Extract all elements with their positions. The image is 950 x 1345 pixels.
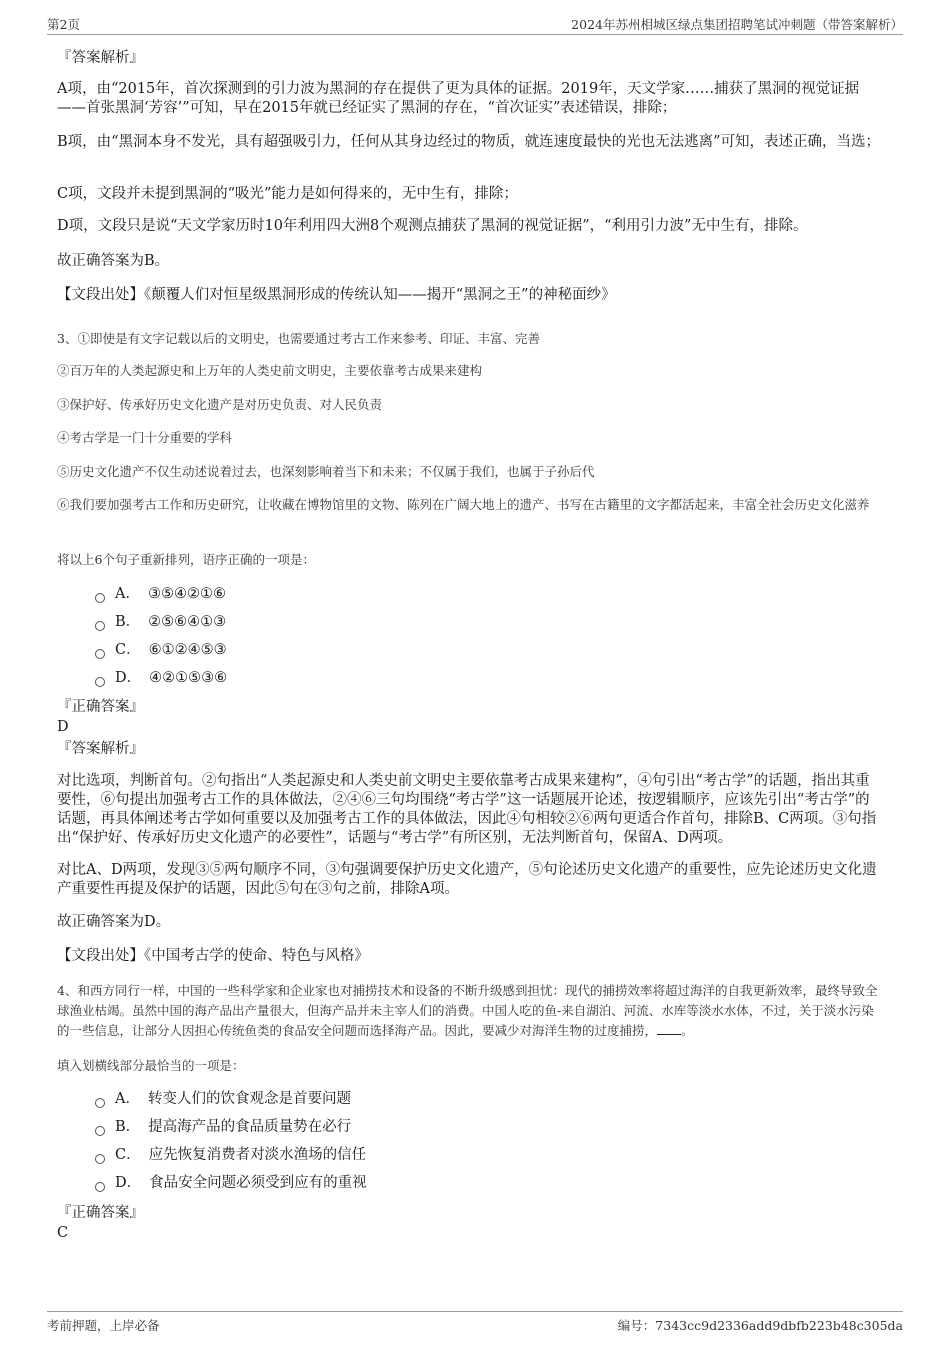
footer-slogan: 考前押题，上岸必备 (47, 1318, 160, 1333)
q4-option-b[interactable]: B． 提高海产品的食品质量势在必行 (95, 1118, 351, 1137)
radio-icon[interactable] (95, 677, 105, 687)
radio-icon[interactable] (95, 1098, 105, 1108)
q4-answer-heading: 『正确答案』 (57, 1205, 144, 1221)
page-number: 第2页 (47, 17, 80, 32)
q3-analysis-heading: 『答案解析』 (57, 741, 144, 757)
q3-source: 【文段出处】《中国考古学的使命、特色与风格》 (57, 948, 369, 964)
q4-option-c[interactable]: C． 应先恢复消费者对淡水渔场的信任 (95, 1146, 366, 1165)
page-footer (47, 1311, 903, 1336)
q4-prompt: 填入划横线部分最恰当的一项是： (57, 1058, 245, 1073)
q3-option-d[interactable]: D． ④②①⑤③⑥ (95, 669, 227, 688)
q3-analysis-para-2: 对比A、D两项，发现③⑤两句顺序不同，③句强调要保护历史文化遗产，⑤句论述历史文化遗产的重要性，应先论述历史文化遗产重要性再提及保护的话题，因此⑤句在③句之前，排除A项。 (57, 862, 877, 897)
q3-option-c[interactable]: C． ⑥①②④⑤③ (95, 641, 227, 660)
q4-answer: C (57, 1225, 69, 1241)
q3-sentence-2: ②百万年的人类起源史和上万年的人类史前文明史，主要依靠考古成果来建构 (57, 363, 483, 378)
q3-sentence-5: ⑤历史文化遗产不仅生动述说着过去，也深刻影响着当下和未来；不仅属于我们，也属于子孙后代 (57, 464, 595, 479)
document-title: 2024年苏州相城区绿点集团招聘笔试冲刺题（带答案解析） (571, 17, 903, 32)
q3-answer-heading: 『正确答案』 (57, 699, 144, 715)
q2-analysis-b: B项，由“黑洞本身不发光，具有超强吸引力，任何从其身边经过的物质，就连速度最快的光也无法逃离”可知，表述正确，当选； (57, 134, 880, 150)
q3-answer: D (57, 719, 69, 735)
q2-analysis-a: A项，由“2015年，首次探测到的引力波为黑洞的存在提供了更为具体的证据。2019年，天文学家……捕获了黑洞的视觉证据——首张黑洞‘芳容’”可知，早在2015年就已经证实了黑洞的存在，“首次证实”表述错误，排除； (57, 81, 860, 116)
radio-icon[interactable] (95, 1126, 105, 1136)
document-id: 编号：7343cc9d2336add9dbfb223b48c305da (617, 1318, 903, 1333)
q3-analysis-para-1: 对比选项，判断首句。②句指出“人类起源史和人类史前文明史主要依靠考古成果来建构”，④句引出“考古学”的话题，指出其重要性，⑥句提出加强考古工作的具体做法，②④⑥三句均围绕“考古学”这一话题展开论述，按逻辑顺序，应该先引出“考古学”的话题，再具体阐述考古学如何重要以及加强考古工作的具体做法，因此④句相较②⑥两句更适合作首句，排除B、C两项。③句指出“保护好、传承好历史文化遗产的必要性”，话题与“考古学”有所区别，无法判断首句，保留A、D两项。 (57, 773, 877, 846)
q3-sentence-6: ⑥我们要加强考古工作和历史研究，让收藏在博物馆里的文物、陈列在广阔大地上的遗产、书写在古籍里的文字都活起来，丰富全社会历史文化滋养 (57, 497, 870, 512)
radio-icon[interactable] (95, 1154, 105, 1164)
q4-option-a[interactable]: A． 转变人们的饮食观念是首要问题 (95, 1090, 351, 1109)
q3-sentence-3: ③保护好、传承好历史文化遗产是对历史负责、对人民负责 (57, 397, 383, 412)
q3-sentence-4: ④考古学是一门十分重要的学科 (57, 430, 233, 445)
radio-icon[interactable] (95, 593, 105, 603)
q2-analysis-heading: 『答案解析』 (57, 50, 144, 66)
q2-analysis-d: D项，文段只是说“天文学家历时10年利用四大洲8个观测点捕获了黑洞的视觉证据”，“利用引力波”无中生有，排除。 (57, 218, 808, 234)
radio-icon[interactable] (95, 1182, 105, 1192)
q3-conclusion: 故正确答案为D。 (57, 914, 171, 930)
q3-option-a[interactable]: A． ③⑤④②①⑥ (95, 585, 226, 604)
answer-blank (657, 1022, 681, 1035)
q3-prompt: 将以上6个句子重新排列，语序正确的一项是： (57, 552, 315, 567)
q4-stem: 4、和西方同行一样，中国的一些科学家和企业家也对捕捞技术和设备的不断升级感到担忧：现代的捕捞效率将超过海洋的自我更新效率，最终导致全球渔业枯竭。虽然中国的海产品出产量很大，但海产品并未主宰人们的消费。中国人吃的鱼-来自湖泊、河流、水库等淡水水体，不过，关于淡水污染的一些信息，让部分人因担心传统鱼类的食品安全问题而选择海产品。因此，要减少对海洋生物的过度捕捞， 。 (57, 983, 878, 1038)
q2-source: 【文段出处】《颠覆人们对恒星级黑洞形成的传统认知——揭开“黑洞之王”的神秘面纱》 (57, 287, 616, 303)
q3-sentence-1: 3、①即使是有文字记载以后的文明史，也需要通过考古工作来参考、印证、丰富、完善 (57, 331, 540, 346)
q3-option-b[interactable]: B． ②⑤⑥④①③ (95, 613, 226, 632)
q2-analysis-c: C项，文段并未提到黑洞的“吸光”能力是如何得来的，无中生有，排除； (57, 186, 518, 202)
q2-conclusion: 故正确答案为B。 (57, 253, 170, 269)
radio-icon[interactable] (95, 621, 105, 631)
page-header (47, 12, 903, 35)
q4-option-d[interactable]: D． 食品安全问题必须受到应有的重视 (95, 1174, 367, 1193)
radio-icon[interactable] (95, 649, 105, 659)
